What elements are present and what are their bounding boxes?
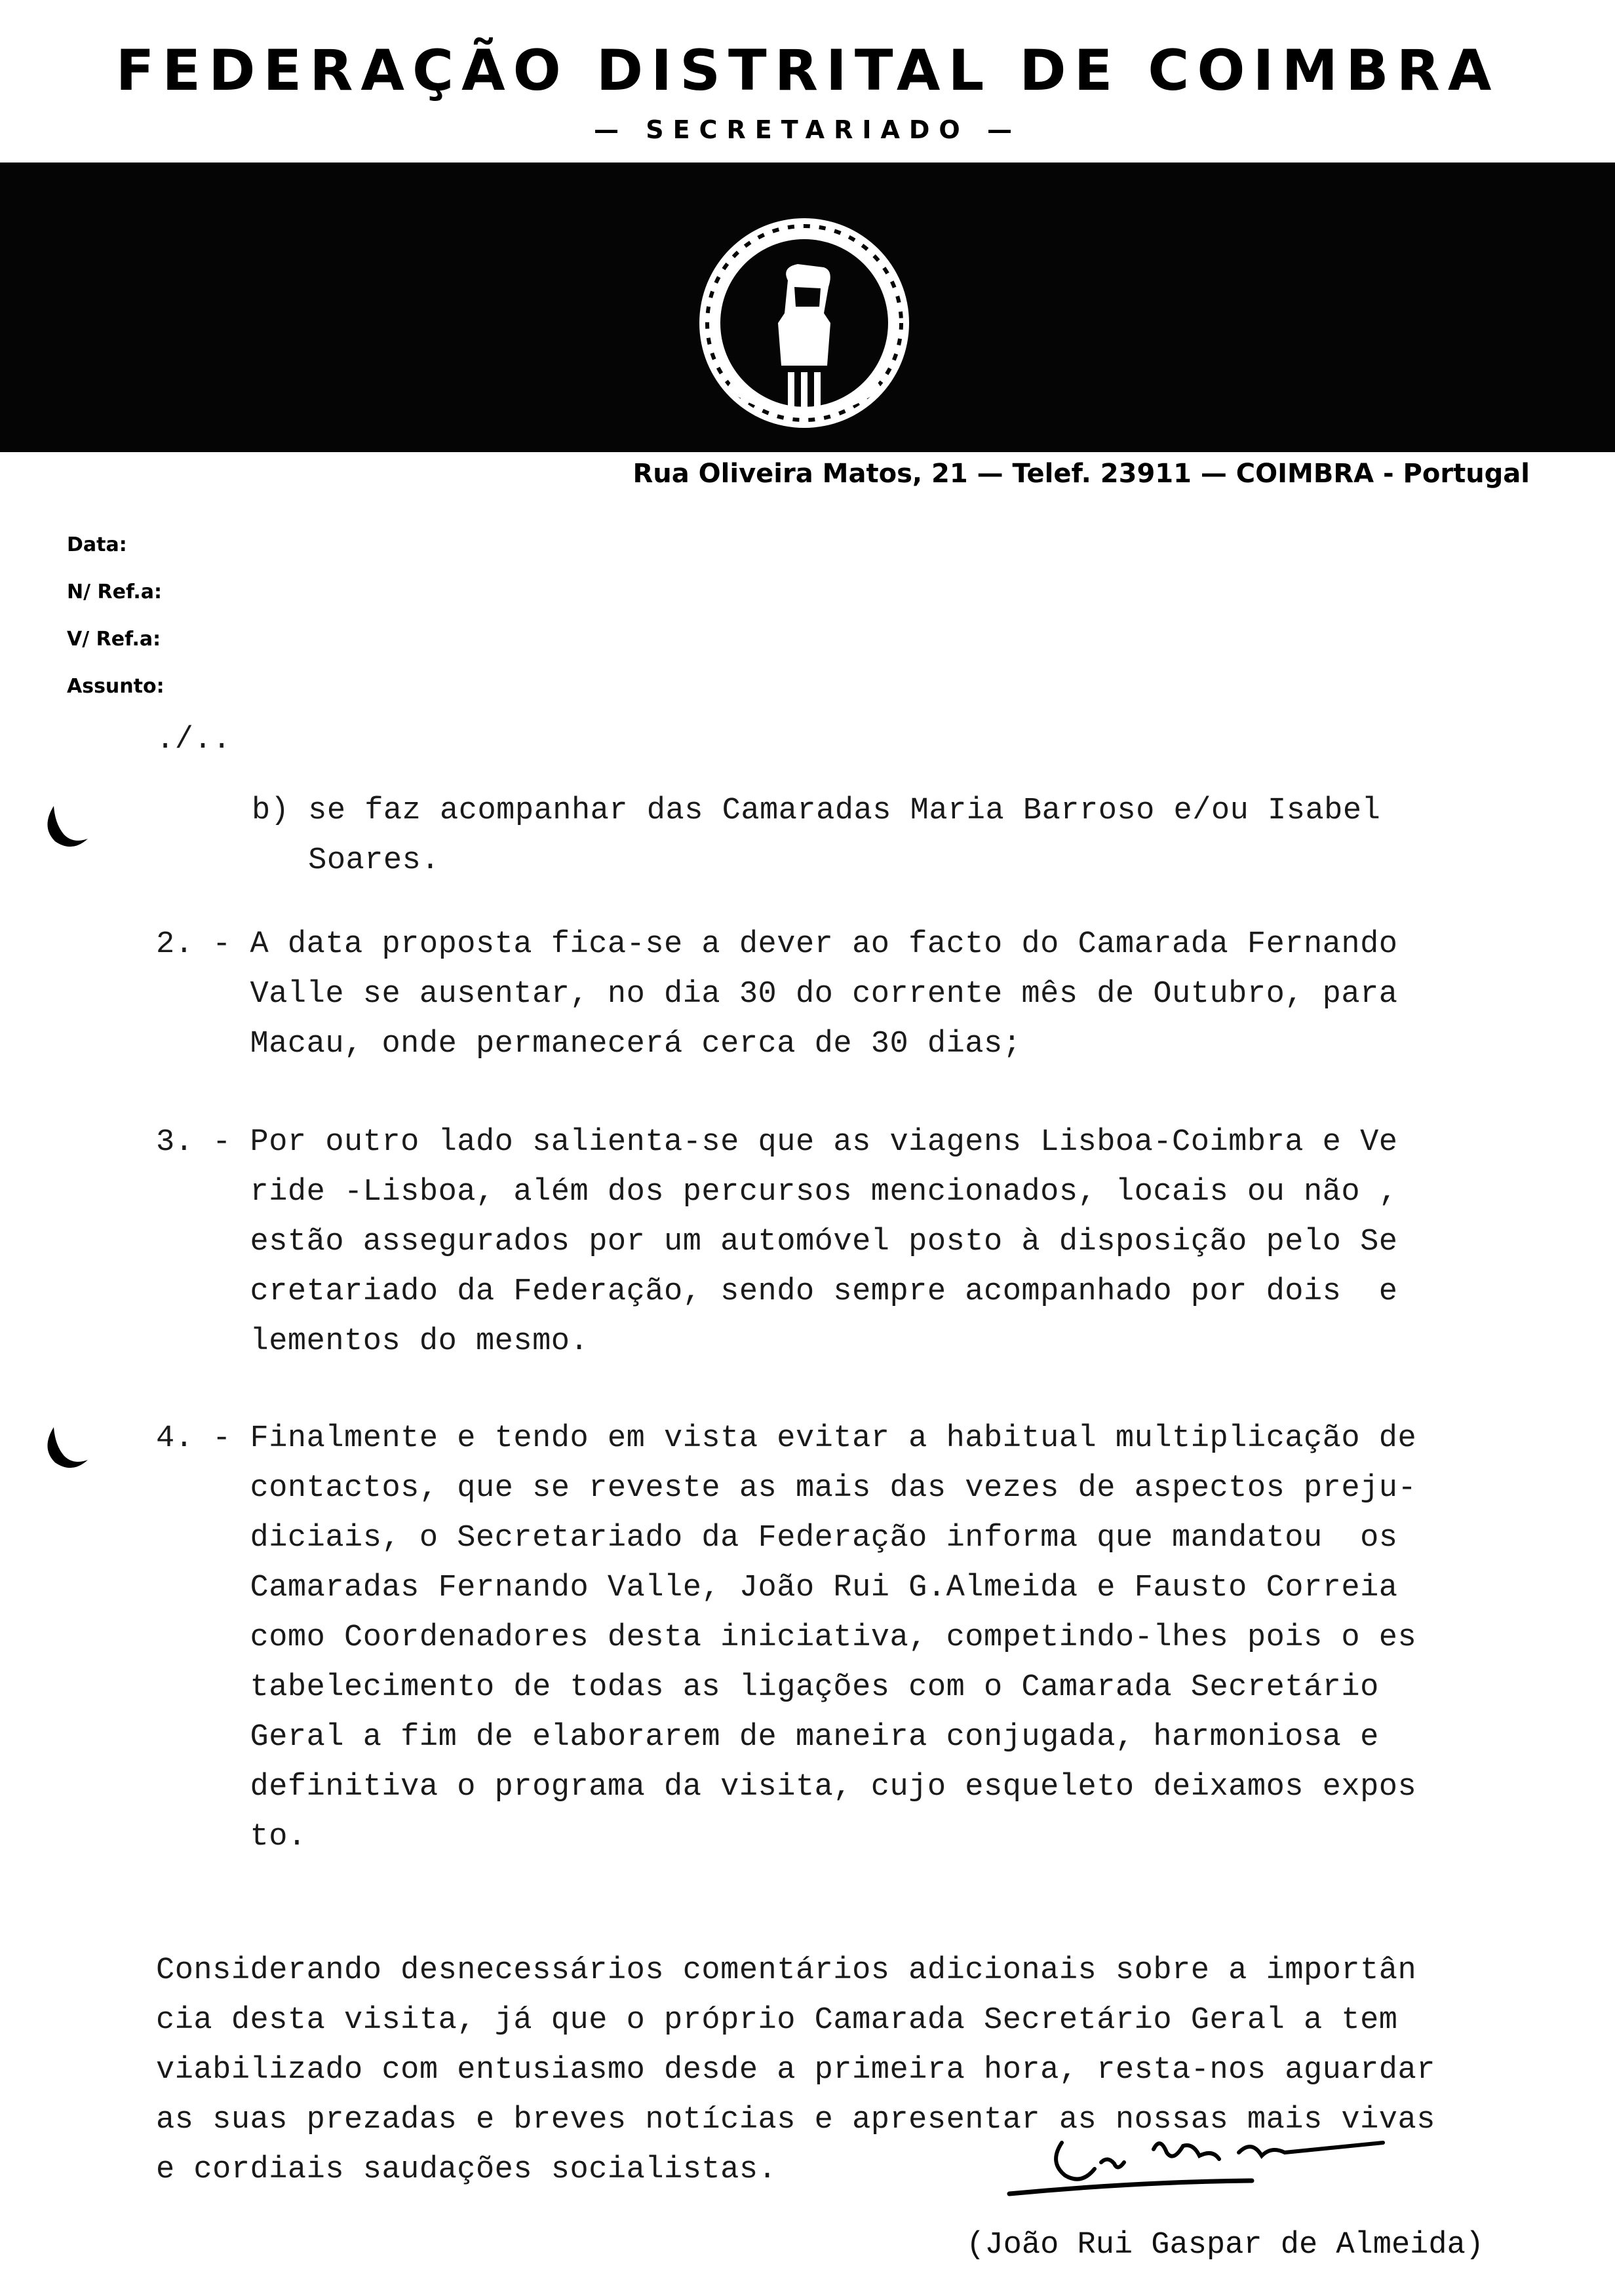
our-ref-label: N/ Ref.a:: [67, 581, 163, 603]
paragraph-item-4: 4. - Finalmente e tendo em vista evitar a habitual multiplicação de contactos, que se reveste as mais das vezes de aspectos preju- diciais, o Secretariado da Federação informa que mandatou os Camaradas Fernando Valle, João Rui G.Almeida e Fausto Correia como Coordenadores desta iniciativa, competindo-lhes pois o es tabelecimento de todas as ligações com o Camarada Secretário Geral a fim de elaborarem de maneira conjugada, harmoniosa e definitiva o programa da visita, cujo esqueleto deixamos expos to.: [156, 1421, 1417, 1854]
paragraph-item-b: b) se faz acompanhar das Camaradas Maria Barroso e/ou Isabel Soares.: [252, 794, 1381, 878]
paragraph-item-3: 3. - Por outro lado salienta-se que as viagens Lisboa-Coimbra e Ve ride -Lisboa, além dos percursos mencionados, locais ou não , estão assegurados por um automóvel posto à disposição pelo Se cretariado da Federação, sendo sempre acompanhado por dois e lementos do mesmo.: [156, 1125, 1398, 1359]
meta-fields: [67, 522, 165, 710]
date-label: Data:: [67, 533, 127, 556]
subject-label: Assunto:: [67, 675, 165, 698]
fist-emblem-icon: [690, 208, 919, 438]
punch-hole-icon: [41, 801, 90, 853]
your-ref-label: V/ Ref.a:: [67, 628, 161, 651]
paragraph-item-2: 2. - A data proposta fica-se a dever ao facto do Camarada Fernando Valle se ausentar, no dia 30 do corrente mês de Outubro, para Macau, onde permanecerá cerca de 30 dias;: [156, 927, 1398, 1062]
department-name: — SECRETARIADO —: [594, 115, 1021, 144]
punch-hole-icon: [41, 1422, 90, 1474]
handwritten-signature: [1003, 2123, 1422, 2208]
organization-name: FEDERAÇÃO DISTRITAL DE COIMBRA: [115, 38, 1500, 104]
address-line: Rua Oliveira Matos, 21 — Telef. 23911 — COIMBRA - Portugal: [632, 459, 1530, 489]
continuation-mark: ./..: [156, 723, 231, 757]
closing-paragraph: Considerando desnecessários comentários adicionais sobre a importân cia desta visita, já que o próprio Camarada Secretário Geral a tem viabilizado com entusiasmo desde a primeira hora, resta-nos aguardar as suas prezadas e breves notícias e apresentar as nossas mais vivas e cordiais saudações socialistas.: [156, 1953, 1435, 2187]
signer-name: (João Rui Gaspar de Almeida): [966, 2228, 1484, 2263]
